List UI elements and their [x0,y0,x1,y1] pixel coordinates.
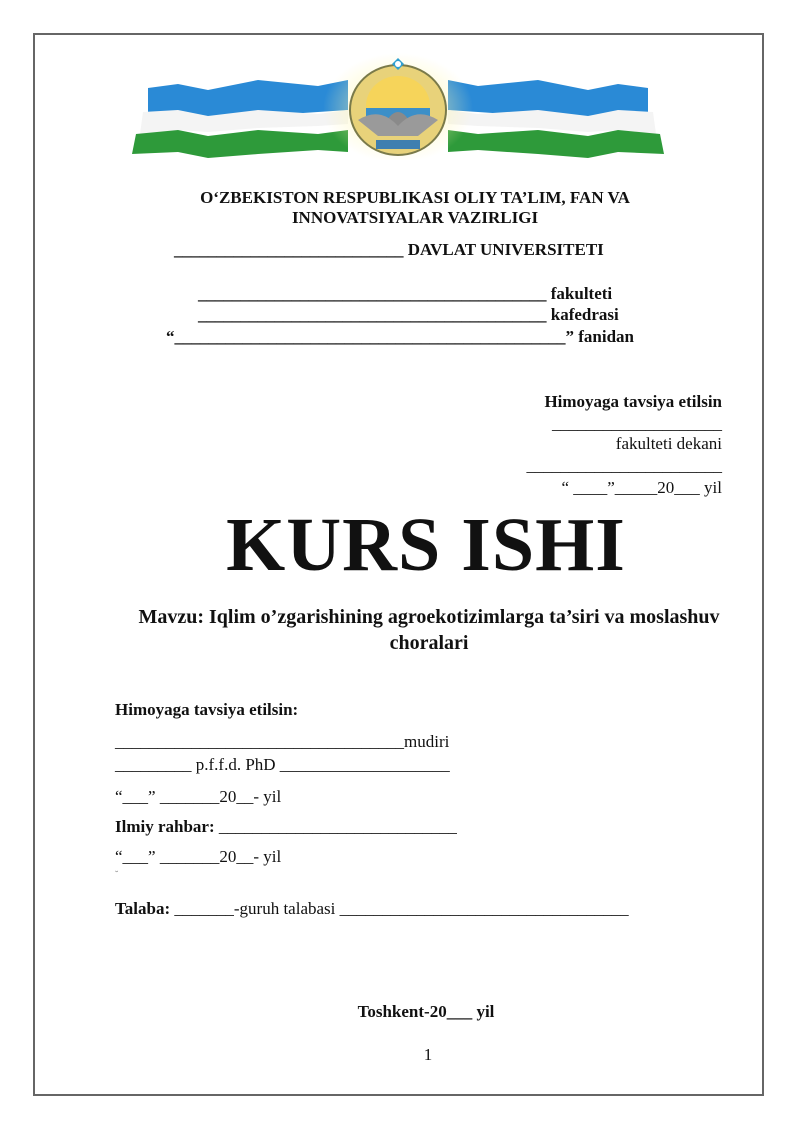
advisor-line [115,817,457,837]
head-of-department-line[interactable]: __________________________________mudiri [115,732,450,751]
student-blank[interactable]: _______-guruh talabasi __________________________________ [170,899,629,918]
university-blank[interactable]: ___________________________ [174,240,404,259]
department-line [198,305,619,325]
page-number: 1 [423,1045,433,1064]
city-year: Toshkent-20___ yil [357,1002,495,1021]
advisor-label: Ilmiy rahbar: [115,817,215,836]
student-label: Talaba: [115,899,171,918]
dean-signature-blank[interactable]: ____________________ [552,414,722,433]
approval-title: Himoyaga tavsiya etilsin: [115,700,299,719]
topic-line-2: choralari [389,632,469,654]
topic-line-1: Mavzu: Iqlim o’zgarishining agroekotizimlarga ta’siri va moslashuv [138,606,720,628]
university-label: DAVLAT UNIVERSITETI [407,240,604,259]
subject-line [166,327,634,347]
advisor-blank[interactable]: ____________________________ [214,817,457,836]
dean-approval-title: Himoyaga tavsiya etilsin [544,392,722,411]
ministry-line-1: O‘ZBEKISTON RESPUBLIKASI OLIY TA’LIM, FAN VA [200,188,630,207]
dean-role: fakulteti dekani [615,434,722,453]
approval-date-1[interactable]: “___” _______20__- yil [115,787,282,806]
approval-date-2[interactable]: “___” _______20__- yil [115,847,282,866]
ministry-line-2: INNOVATSIYALAR VAZIRLIGI [291,208,539,227]
subject-open-quote: “ [166,327,175,346]
faculty-label: fakulteti [550,284,613,303]
subject-blank[interactable]: ______________________________________________ [174,327,566,346]
dean-date[interactable]: “ ____”_____20___ yil [561,478,722,497]
university-line [174,240,604,260]
subject-label: ” fanidan [565,327,634,346]
coat-of-arms-icon [118,50,678,160]
phd-line[interactable]: _________ p.f.f.d. PhD ____________________ [115,755,450,774]
dean-name-blank[interactable]: _______________________ [526,456,722,475]
department-label: kafedrasi [550,305,619,324]
department-blank[interactable]: _________________________________________ [198,305,547,324]
faculty-line [198,284,612,304]
faculty-blank[interactable]: _________________________________________ [198,284,547,303]
stray-mark: ˘ [115,870,119,881]
student-line [115,899,629,919]
main-title: KURS ISHI [226,503,626,587]
